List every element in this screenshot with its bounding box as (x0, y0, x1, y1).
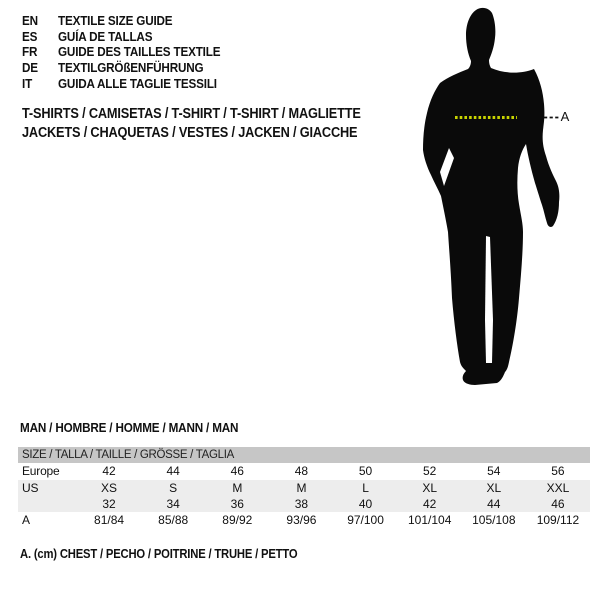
category-heading (22, 105, 361, 142)
size-cell: XS (101, 481, 118, 495)
size-table-row-chest (18, 512, 590, 529)
size-cell: XXL (546, 481, 570, 495)
language-title: GUIDA ALLE TAGLIE TESSILI (58, 75, 217, 91)
language-title: TEXTILGRÖßENFÜHRUNG (58, 60, 204, 76)
size-cell: L (362, 481, 369, 495)
size-cell: XL (486, 481, 502, 495)
language-code: EN (22, 13, 38, 28)
size-cell: 36 (230, 497, 244, 511)
size-cell: 34 (166, 497, 180, 511)
chest-footnote: A. (cm) CHEST / PECHO / POITRINE / TRUHE / PETTO (20, 547, 298, 561)
measure-label-a: A (560, 109, 570, 124)
size-cell: 52 (423, 464, 437, 478)
category-line-jackets: JACKETS / CHAQUETAS / VESTES / JACKEN / GIACCHE (22, 124, 358, 141)
size-cell: XL (422, 481, 438, 495)
size-cell: 46 (230, 464, 244, 478)
section-heading: MAN / HOMBRE / HOMME / MANN / MAN (20, 420, 239, 435)
size-cell: 56 (551, 464, 565, 478)
size-cell: 46 (551, 497, 565, 511)
size-cell: 44 (166, 464, 180, 478)
size-table (18, 447, 590, 529)
size-cell: 44 (487, 497, 501, 511)
size-cell: 32 (102, 497, 116, 511)
size-cell: 50 (358, 464, 373, 478)
language-code: DE (22, 60, 38, 76)
size-cell: 48 (294, 464, 309, 478)
size-cell: 105/108 (472, 513, 516, 527)
size-table-row-europe (18, 463, 590, 480)
size-cell: 54 (487, 464, 501, 478)
language-row (22, 60, 220, 76)
language-list (22, 13, 220, 92)
size-cell: 97/100 (347, 513, 384, 527)
size-cell: 40 (358, 497, 373, 511)
size-cell: M (232, 481, 243, 495)
language-code: IT (22, 75, 33, 91)
size-cell: S (169, 481, 178, 495)
size-table-header: SIZE / TALLA / TAILLE / GRÖSSE / TAGLIA (18, 447, 590, 463)
language-code: FR (22, 44, 38, 60)
size-cell: 81/84 (94, 513, 125, 527)
language-title: TEXTILE SIZE GUIDE (58, 13, 173, 28)
row-label: Europe (22, 464, 60, 478)
size-cell: 89/92 (222, 513, 253, 527)
size-table-row-us (18, 480, 590, 497)
man-silhouette-svg (390, 0, 600, 400)
category-line-tshirts: T-SHIRTS / CAMISETAS / T-SHIRT / T-SHIRT / MAGLIETTE (22, 106, 361, 122)
row-label: A (22, 513, 30, 527)
language-code: ES (22, 28, 38, 44)
man-figure (390, 0, 600, 400)
size-cell: 38 (294, 497, 309, 511)
language-row (22, 76, 220, 92)
language-row (22, 13, 220, 29)
size-cell: 101/104 (407, 513, 452, 527)
size-cell: 109/112 (536, 513, 580, 527)
size-cell: 42 (423, 497, 437, 511)
language-title: GUIDE DES TAILLES TEXTILE (58, 44, 221, 60)
language-title: GUÍA DE TALLAS (58, 28, 153, 44)
language-row (22, 44, 220, 60)
size-cell: M (296, 481, 307, 495)
row-label (18, 497, 77, 512)
size-cell: 85/88 (158, 513, 189, 527)
size-table-row-us-numeric (18, 497, 590, 512)
language-row (22, 29, 220, 45)
size-cell: 93/96 (286, 513, 317, 527)
size-cell: 42 (102, 464, 116, 478)
row-label: US (22, 481, 39, 495)
